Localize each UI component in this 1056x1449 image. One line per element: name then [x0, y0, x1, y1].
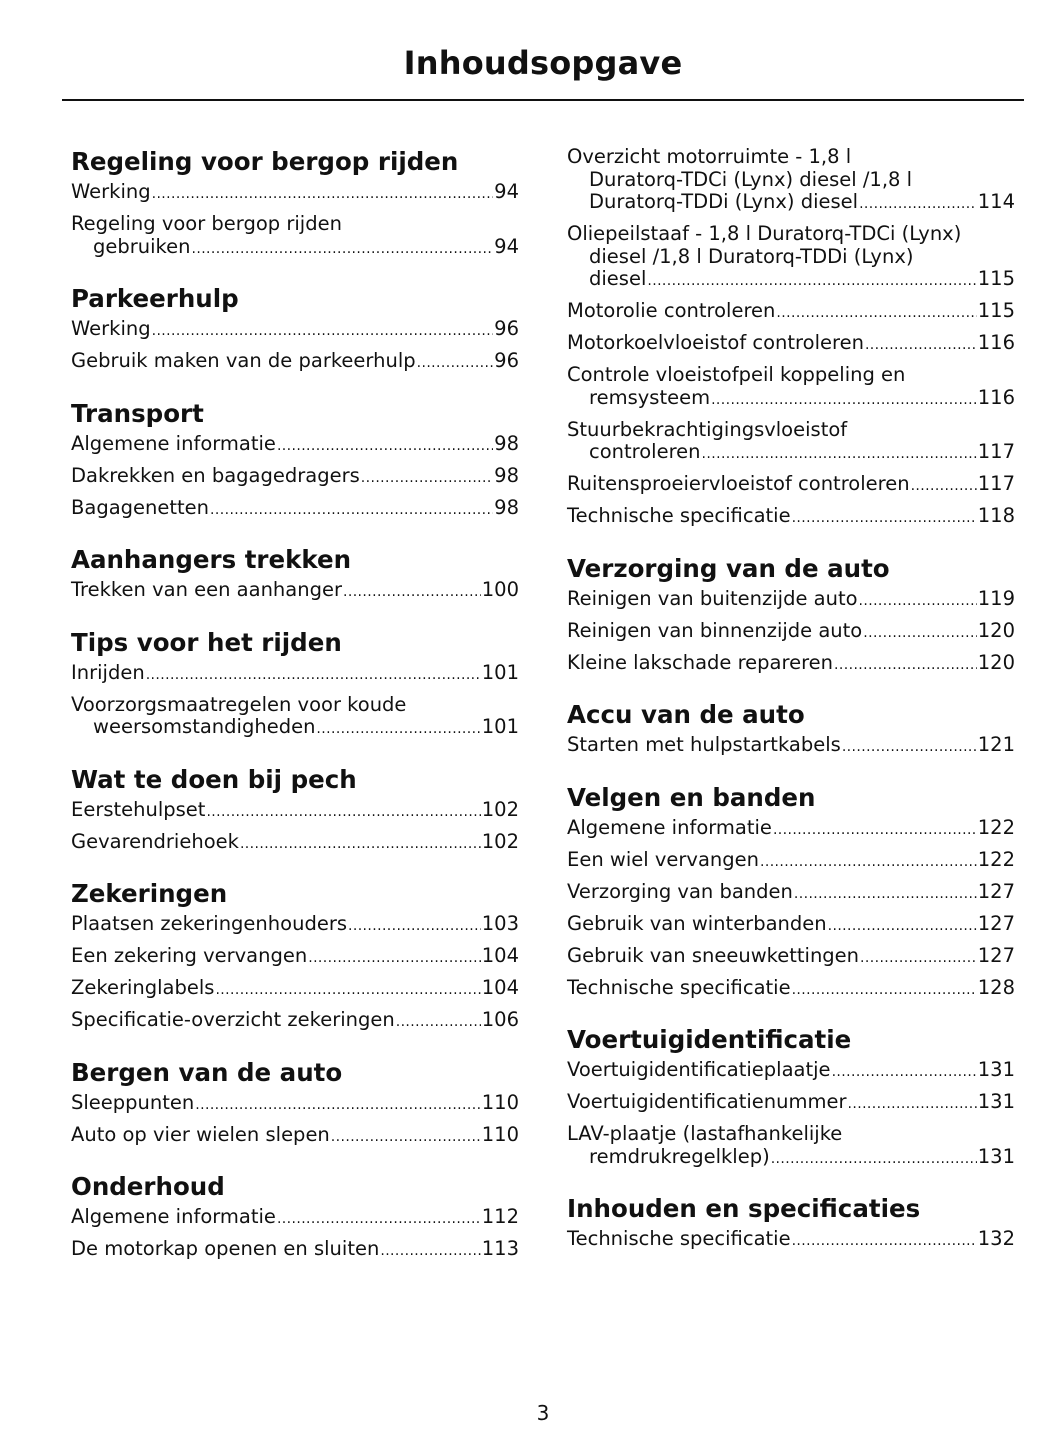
- entry-text-line: Gebruik maken van de parkeerhulp: [71, 349, 416, 372]
- toc-entry[interactable]: [567, 1123, 1015, 1170]
- entry-text-line: Zekeringlabels: [71, 976, 215, 999]
- toc-section-parkeerhulp: [71, 283, 519, 375]
- toc-entry[interactable]: [71, 831, 519, 856]
- entry-page-number: 98: [494, 431, 519, 455]
- toc-entry[interactable]: [71, 1124, 519, 1149]
- entry-text-line: Een wiel vervangen: [567, 847, 759, 871]
- toc-section-zekeringen: [71, 878, 519, 1034]
- page-number: 3: [536, 1401, 550, 1425]
- dot-leader: [215, 977, 480, 1002]
- dot-leader: [860, 945, 977, 970]
- entry-page-number: 94: [494, 180, 519, 203]
- section-heading: Parkeerhulp: [71, 284, 239, 313]
- entry-leader-row: [71, 1206, 519, 1231]
- entry-leader-row: [71, 1092, 519, 1117]
- toc-entry[interactable]: [567, 588, 1015, 613]
- entry-text-line: Algemene informatie: [567, 815, 772, 839]
- entry-page-number: 127: [977, 911, 1015, 935]
- entry-text-line: Algemene informatie: [71, 431, 276, 455]
- toc-entry[interactable]: [567, 849, 1015, 874]
- toc-entry[interactable]: [567, 332, 1015, 357]
- entry-text-line: Kleine lakschade repareren: [567, 650, 834, 674]
- entry-leader-row: [567, 1146, 1015, 1171]
- toc-entry[interactable]: [71, 662, 519, 687]
- toc-left-column: [71, 146, 519, 1286]
- entry-page-number: 104: [481, 976, 519, 999]
- entry-page-number: 94: [494, 234, 519, 258]
- entry-text-line: Oliepeilstaaf - 1,8 l Duratorq-TDCi (Lynx): [567, 222, 962, 245]
- toc-entry[interactable]: [567, 977, 1015, 1002]
- dot-leader: [859, 191, 977, 216]
- entry-leader-row: [71, 913, 519, 938]
- entry-leader-row: [567, 441, 1015, 466]
- section-heading: Transport: [71, 398, 204, 428]
- title-divider: [62, 99, 1024, 101]
- entry-page-number: 96: [494, 317, 519, 340]
- entry-leader-row: [71, 662, 519, 687]
- dot-leader: [911, 473, 977, 498]
- toc-entry[interactable]: [567, 817, 1015, 842]
- entry-leader-row: [567, 817, 1015, 842]
- toc-entry[interactable]: [71, 945, 519, 970]
- entry-text-line: Werking: [71, 180, 151, 203]
- dot-leader: [152, 181, 494, 206]
- entry-leader-row: [71, 945, 519, 970]
- toc-entry[interactable]: [71, 799, 519, 824]
- entry-text-line: Gebruik van winterbanden: [567, 911, 827, 935]
- dot-leader: [832, 1059, 977, 1084]
- entry-leader-row: [71, 716, 519, 741]
- toc-entry[interactable]: [71, 1092, 519, 1117]
- entry-text-line: Inrijden: [71, 660, 145, 684]
- entry-text-line: diesel: [589, 267, 647, 290]
- toc-entry[interactable]: [71, 433, 519, 458]
- dot-leader: [776, 300, 976, 325]
- section-heading: Accu van de auto: [567, 700, 805, 729]
- entry-leader-row: [567, 620, 1015, 645]
- toc-entry[interactable]: [71, 1206, 519, 1231]
- toc-entry[interactable]: [567, 1228, 1015, 1253]
- entry-text-line: Auto op vier wielen slepen: [71, 1122, 330, 1146]
- entry-text-line: Trekken van een aanhanger: [71, 578, 342, 601]
- entry-page-number: 121: [977, 733, 1015, 756]
- toc-entry[interactable]: [567, 300, 1015, 325]
- entry-text-line: De motorkap openen en sluiten: [71, 1237, 380, 1260]
- entry-text-line: Motorkoelvloeistof controleren: [567, 331, 864, 354]
- entry-page-number: 131: [977, 1144, 1015, 1168]
- entry-page-number: 102: [481, 829, 519, 853]
- toc-entry[interactable]: [567, 146, 1015, 216]
- toc-section-continued: [567, 146, 1015, 530]
- toc-section-verzorging-van-de-auto: [567, 553, 1015, 677]
- entry-page-number: 116: [977, 331, 1015, 354]
- entry-page-number: 100: [481, 578, 519, 601]
- entry-text-line: Motorolie controleren: [567, 299, 776, 322]
- toc-entry[interactable]: [71, 213, 519, 260]
- dot-leader: [396, 1009, 481, 1034]
- entry-text-line: Regeling voor bergop rijden: [71, 212, 342, 235]
- entry-text-line: Ruitensproeiervloeistof controleren: [567, 472, 910, 495]
- toc-entry[interactable]: [567, 364, 1015, 411]
- entry-text-line: Starten met hulpstartkabels: [567, 733, 841, 756]
- entry-text-line: Plaatsen zekeringenhouders: [71, 912, 347, 935]
- toc-section-wat-te-doen-bij-pech: [71, 764, 519, 856]
- section-heading: Verzorging van de auto: [567, 553, 890, 583]
- entry-leader-row: [71, 318, 519, 343]
- entry-page-number: 101: [481, 660, 519, 684]
- dot-leader: [792, 977, 977, 1002]
- entry-text-line: Verzorging van banden: [567, 879, 793, 903]
- entry-leader-row: [567, 849, 1015, 874]
- entry-leader-row: [71, 799, 519, 824]
- entry-text-line: Duratorq-TDCi (Lynx) diesel /1,8 l: [589, 167, 913, 191]
- toc-entry[interactable]: [567, 473, 1015, 498]
- toc-entry[interactable]: [71, 1238, 519, 1263]
- toc-entry[interactable]: [567, 620, 1015, 645]
- entry-page-number: 113: [481, 1237, 519, 1260]
- entry-leader-row: [71, 1009, 519, 1034]
- toc-entry[interactable]: [71, 977, 519, 1002]
- toc-entry[interactable]: [567, 945, 1015, 970]
- dot-leader: [848, 1091, 977, 1116]
- entry-text-line: Gevarendriehoek: [71, 829, 239, 853]
- section-heading: Velgen en banden: [567, 782, 816, 812]
- entry-leader-row: [567, 881, 1015, 906]
- toc-entry[interactable]: [71, 350, 519, 375]
- toc-entry[interactable]: [567, 419, 1015, 466]
- entry-page-number: 117: [977, 472, 1015, 495]
- dot-leader: [206, 799, 480, 824]
- dot-leader: [316, 716, 480, 741]
- entry-leader-row: [567, 734, 1015, 759]
- entry-text-line: Werking: [71, 317, 151, 340]
- entry-text-line: Sleeppunten: [71, 1090, 195, 1114]
- toc-entry[interactable]: [71, 694, 519, 741]
- section-heading: Bergen van de auto: [71, 1057, 343, 1087]
- toc-entry[interactable]: [567, 505, 1015, 530]
- entry-text-line: controleren: [589, 440, 701, 463]
- toc-entry[interactable]: [567, 1091, 1015, 1116]
- entry-leader-row: [567, 1059, 1015, 1084]
- entry-page-number: 122: [977, 847, 1015, 871]
- entry-page-number: 106: [481, 1008, 519, 1031]
- dot-leader: [711, 387, 977, 412]
- toc-section-aanhangers-trekken: [71, 544, 519, 604]
- toc-section-bergen-van-de-auto: [71, 1057, 519, 1149]
- page-title: Inhoudsopgave: [403, 44, 683, 82]
- entry-leader-row: [567, 505, 1015, 530]
- dot-leader: [348, 913, 481, 938]
- entry-page-number: 101: [481, 715, 519, 738]
- dot-leader: [308, 945, 481, 970]
- entry-leader-row: [71, 1124, 519, 1149]
- entry-page-number: 127: [977, 879, 1015, 903]
- dot-leader: [380, 1238, 480, 1263]
- entry-text-line: Reinigen van binnenzijde auto: [567, 618, 863, 642]
- entry-page-number: 114: [977, 190, 1015, 213]
- entry-text-line: Voertuigidentificatienummer: [567, 1090, 847, 1113]
- entry-text-line: Algemene informatie: [71, 1205, 276, 1228]
- entry-page-number: 102: [481, 797, 519, 821]
- entry-leader-row: [567, 332, 1015, 357]
- entry-text-line: weersomstandigheden: [93, 715, 316, 738]
- entry-text-line: Gebruik van sneeuwkettingen: [567, 943, 860, 967]
- entry-text-line: Eerstehulpset: [71, 797, 206, 821]
- entry-leader-row: [567, 945, 1015, 970]
- dot-leader: [834, 652, 977, 677]
- entry-page-number: 131: [977, 1090, 1015, 1113]
- section-heading: Voertuigidentificatie: [567, 1025, 852, 1054]
- entry-text-line: Technische specificatie: [567, 1227, 791, 1250]
- entry-text-line: Dakrekken en bagagedragers: [71, 463, 360, 487]
- entry-leader-row: [567, 1091, 1015, 1116]
- dot-leader: [647, 268, 976, 293]
- entry-leader-row: [71, 350, 519, 375]
- entry-text-line: LAV-plaatje (lastafhankelijke: [567, 1122, 843, 1145]
- section-heading: Inhouden en specificaties: [567, 1194, 921, 1223]
- dot-leader: [828, 913, 977, 938]
- entry-page-number: 115: [977, 267, 1015, 290]
- toc-entry[interactable]: [567, 223, 1015, 293]
- entry-page-number: 110: [481, 1090, 519, 1114]
- entry-page-number: 128: [977, 975, 1015, 999]
- entry-leader-row: [567, 652, 1015, 677]
- entry-text-line: Stuurbekrachtigingsvloeistof: [567, 417, 848, 441]
- toc-entry[interactable]: [71, 913, 519, 938]
- dot-leader: [417, 350, 494, 375]
- toc-entry[interactable]: [567, 881, 1015, 906]
- dot-leader: [771, 1146, 977, 1171]
- entry-leader-row: [71, 1238, 519, 1263]
- entry-leader-row: [71, 433, 519, 458]
- entry-leader-row: [567, 473, 1015, 498]
- dot-leader: [361, 465, 493, 490]
- dot-leader: [794, 881, 977, 906]
- entry-text-line: Reinigen van buitenzijde auto: [567, 586, 858, 610]
- entry-text-line: Een zekering vervangen: [71, 944, 308, 967]
- entry-page-number: 120: [977, 650, 1015, 674]
- entry-page-number: 104: [481, 944, 519, 967]
- entry-page-number: 131: [977, 1058, 1015, 1081]
- entry-text-line: Voertuigidentificatieplaatje: [567, 1058, 831, 1081]
- entry-page-number: 132: [977, 1227, 1015, 1250]
- entry-text-line: Bagagenetten: [71, 495, 210, 519]
- section-heading: Aanhangers trekken: [71, 545, 352, 574]
- entry-page-number: 98: [494, 495, 519, 519]
- entry-text-line: Voorzorgsmaatregelen voor koude: [71, 692, 407, 716]
- dot-leader: [240, 831, 481, 856]
- dot-leader: [210, 497, 493, 522]
- entry-leader-row: [567, 977, 1015, 1002]
- entry-leader-row: [567, 588, 1015, 613]
- dot-leader: [331, 1124, 481, 1149]
- dot-leader: [192, 236, 494, 261]
- toc-entry[interactable]: [71, 1009, 519, 1034]
- entry-text-line: Technische specificatie: [567, 504, 791, 527]
- entry-leader-row: [71, 465, 519, 490]
- toc-section-onderhoud: [71, 1171, 519, 1263]
- toc-entry[interactable]: [567, 913, 1015, 938]
- toc-section-inhouden-en-specificaties: [567, 1193, 1015, 1253]
- section-heading: Wat te doen bij pech: [71, 764, 357, 794]
- toc-entry[interactable]: [567, 1059, 1015, 1084]
- dot-leader: [792, 1228, 977, 1253]
- dot-leader: [277, 1206, 481, 1231]
- entry-page-number: 127: [977, 943, 1015, 967]
- entry-page-number: 122: [977, 815, 1015, 839]
- dot-leader: [343, 579, 481, 604]
- entry-leader-row: [71, 579, 519, 604]
- entry-page-number: 117: [977, 440, 1015, 463]
- entry-page-number: 115: [977, 299, 1015, 322]
- dot-leader: [859, 588, 977, 613]
- toc-section-velgen-en-banden: [567, 782, 1015, 1002]
- entry-text-line: diesel /1,8 l Duratorq-TDDi (Lynx): [589, 244, 914, 268]
- toc-entry[interactable]: [71, 318, 519, 343]
- entry-text-line: gebruiken: [93, 234, 191, 258]
- entry-leader-row: [567, 300, 1015, 325]
- entry-leader-row: [71, 181, 519, 206]
- entry-text-line: remsysteem: [589, 385, 711, 409]
- entry-leader-row: [71, 831, 519, 856]
- entry-page-number: 116: [977, 385, 1015, 409]
- entry-leader-row: [567, 191, 1015, 216]
- entry-page-number: 98: [494, 463, 519, 487]
- entry-text-line: Duratorq-TDDi (Lynx) diesel: [589, 190, 859, 213]
- entry-page-number: 119: [977, 586, 1015, 610]
- entry-leader-row: [567, 1228, 1015, 1253]
- entry-page-number: 96: [494, 349, 519, 372]
- dot-leader: [842, 734, 977, 759]
- dot-leader: [865, 332, 977, 357]
- toc-right-column: [567, 146, 1015, 1276]
- toc-section-accu-van-de-auto: [567, 699, 1015, 759]
- entry-page-number: 110: [481, 1122, 519, 1146]
- entry-page-number: 103: [481, 912, 519, 935]
- entry-page-number: 120: [977, 618, 1015, 642]
- toc-entry[interactable]: [71, 181, 519, 206]
- entry-text-line: Overzicht motorruimte - 1,8 l: [567, 145, 852, 168]
- dot-leader: [195, 1092, 481, 1117]
- dot-leader: [760, 849, 977, 874]
- toc-entry[interactable]: [71, 579, 519, 604]
- section-heading: Regeling voor bergop rijden: [71, 147, 459, 176]
- section-heading: Tips voor het rijden: [71, 627, 342, 657]
- toc-entry[interactable]: [71, 465, 519, 490]
- section-heading: Zekeringen: [71, 879, 228, 908]
- dot-leader: [773, 817, 977, 842]
- entry-leader-row: [567, 387, 1015, 412]
- entry-page-number: 118: [977, 504, 1015, 527]
- dot-leader: [702, 441, 977, 466]
- dot-leader: [792, 505, 977, 530]
- toc-entry[interactable]: [71, 497, 519, 522]
- entry-text-line: remdrukregelklep): [589, 1144, 770, 1168]
- entry-leader-row: [71, 236, 519, 261]
- dot-leader: [152, 318, 494, 343]
- toc-section-transport: [71, 398, 519, 522]
- entry-leader-row: [71, 497, 519, 522]
- toc-entry[interactable]: [567, 652, 1015, 677]
- toc-section-regeling-voor-bergop-rijden: [71, 146, 519, 260]
- toc-section-tips-voor-het-rijden: [71, 627, 519, 741]
- dot-leader: [146, 662, 481, 687]
- entry-text-line: Specificatie-overzicht zekeringen: [71, 1008, 395, 1031]
- toc-entry[interactable]: [567, 734, 1015, 759]
- entry-text-line: Technische specificatie: [567, 975, 791, 999]
- toc-section-voertuigidentificatie: [567, 1024, 1015, 1170]
- entry-leader-row: [567, 268, 1015, 293]
- entry-leader-row: [71, 977, 519, 1002]
- entry-page-number: 112: [481, 1205, 519, 1228]
- dot-leader: [863, 620, 977, 645]
- entry-leader-row: [567, 913, 1015, 938]
- entry-text-line: Controle vloeistofpeil koppeling en: [567, 363, 906, 386]
- section-heading: Onderhoud: [71, 1172, 225, 1201]
- dot-leader: [277, 433, 493, 458]
